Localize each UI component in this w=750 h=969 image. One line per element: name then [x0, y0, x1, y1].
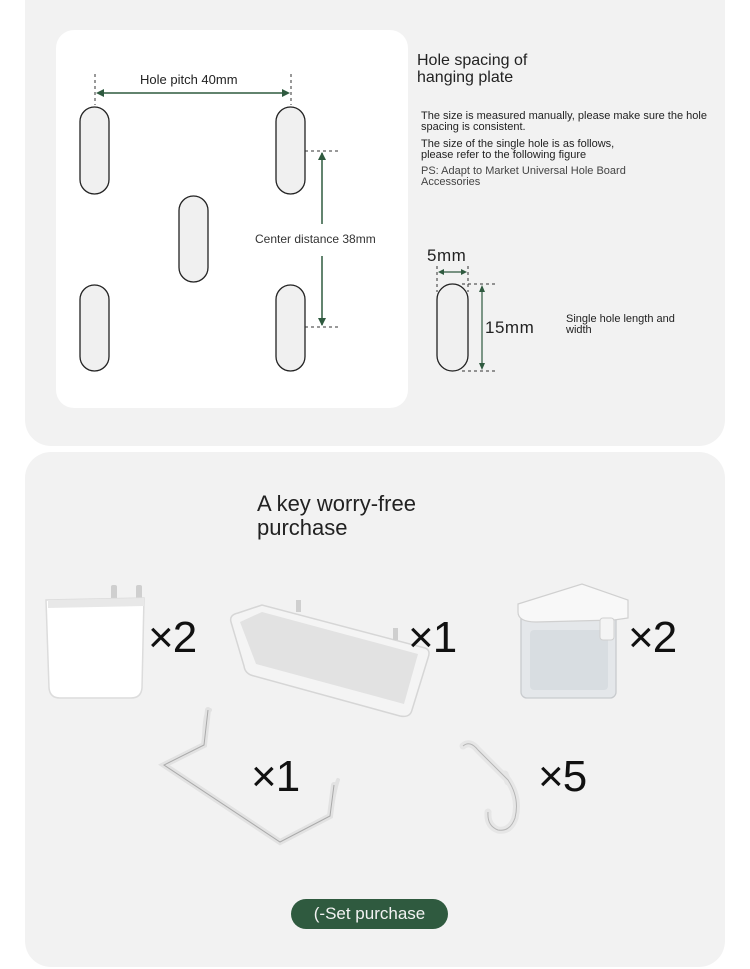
spec-title: Hole spacing of hanging plate: [417, 52, 528, 86]
cup-quantity: ×2: [148, 613, 197, 662]
product-illustrations: [0, 560, 750, 860]
hole-top-right: [276, 107, 305, 194]
tray-icon: [231, 600, 429, 716]
hole-length-label: 15mm: [485, 318, 535, 337]
single-hole-note: The size of the single hole is as follows, please refer to the following figure: [421, 138, 615, 161]
hook-quantity: ×5: [538, 752, 587, 801]
measure-note: The size is measured manually, please make sure the hole spacing is consistent.: [421, 110, 707, 133]
single-hole-label: Single hole length and width: [566, 313, 675, 336]
center-distance-label: Center distance 38mm: [255, 232, 376, 246]
hole-bottom-right: [276, 285, 305, 371]
hole-width-label: 5mm: [427, 246, 467, 265]
seasoning-box-icon: [518, 584, 628, 698]
cup-icon: [46, 585, 144, 698]
hole-bottom-left: [80, 285, 109, 371]
hole-center: [179, 196, 208, 282]
ps-note: PS: Adapt to Market Universal Hole Board Accessories: [421, 165, 626, 188]
single-hole: [437, 284, 468, 371]
set-purchase-button[interactable]: (-Set purchase: [291, 899, 448, 929]
hole-diagram: [0, 0, 750, 450]
towel-bar-quantity: ×1: [251, 752, 300, 801]
tray-quantity: ×1: [408, 613, 457, 662]
package-title: A key worry-free purchase: [257, 491, 416, 540]
seasoning-box-quantity: ×2: [628, 613, 677, 662]
hook-icon: [463, 744, 516, 831]
hole-pitch-label: Hole pitch 40mm: [140, 72, 238, 87]
hole-top-left: [80, 107, 109, 194]
